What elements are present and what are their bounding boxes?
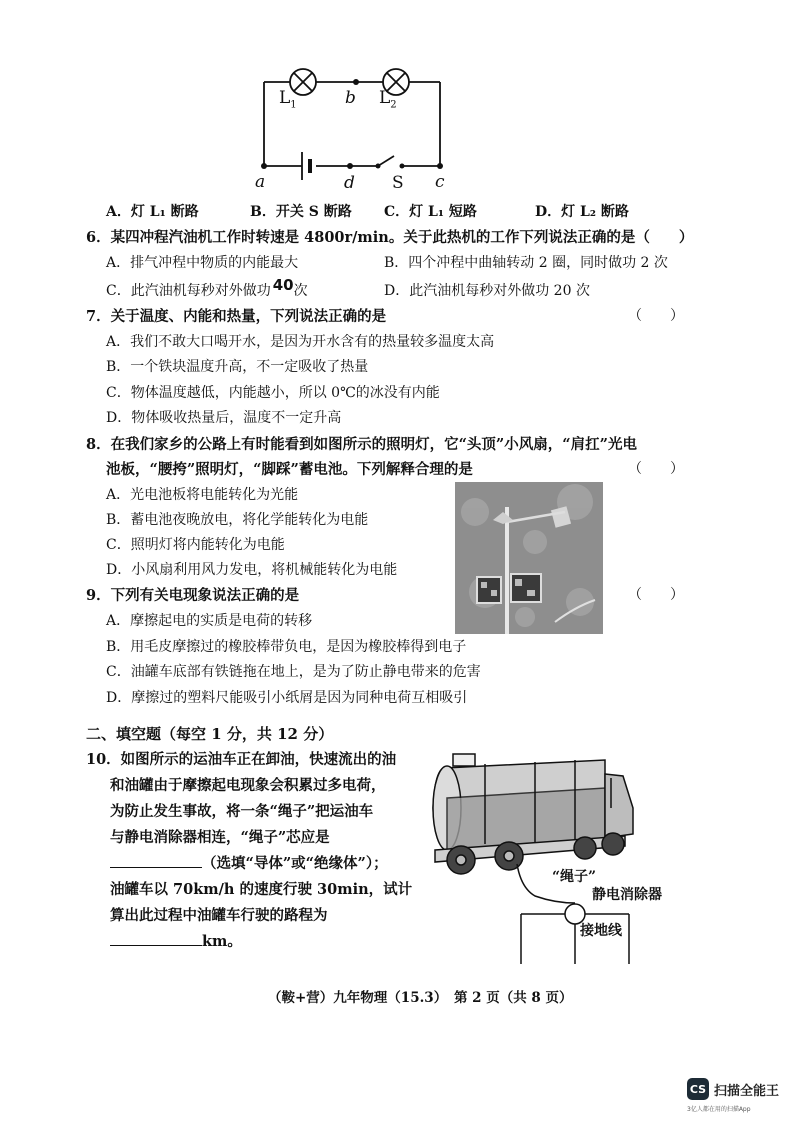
camscanner-logo: CS [687, 1078, 709, 1100]
q10-blank-1[interactable] [110, 867, 202, 868]
q8-option-b: B．蓄电池夜晚放电，将化学能转化为电能 [106, 512, 369, 528]
q5-option-d: D．灯 L₂ 断路 [535, 204, 629, 220]
q6-stem: 6．某四冲程汽油机工作时转速是 4800r/min。关于此热机的工作下列说法正确的是（ ） [86, 229, 694, 246]
q6-option-c: C．此汽油机每秒对外做功 40次 [106, 276, 308, 299]
section-heading-fill-blank: 二、填空题（每空 1 分，共 12 分） [86, 725, 334, 743]
scanner-watermark [687, 1078, 779, 1100]
handwritten-40: 40 [272, 276, 294, 294]
q8-option-c: C．照明灯将内能转化为电能 [106, 537, 285, 553]
q8-stem-line2: 池板，“腰挎”照明灯，“脚踩”蓄电池。下列解释合理的是 [106, 461, 473, 478]
label-rope: “绳子” [552, 869, 597, 885]
street-light-photo [455, 482, 603, 634]
q6-option-b: B．四个冲程中曲轴转动 2 圈，同时做功 2 次 [384, 255, 668, 271]
q10-line7: 算出此过程中油罐车行驶的路程为 [110, 907, 328, 924]
label-L1: $L_1$ [279, 88, 297, 111]
q8-option-d: D．小风扇利用风力发电，将机械能转化为电能 [106, 562, 398, 578]
q9-option-b: B．用毛皮摩擦过的橡胶棒带负电，是因为橡胶棒得到电子 [106, 639, 467, 655]
q10-line2: 和油罐由于摩擦起电现象会积累过多电荷， [110, 777, 386, 794]
label-ground-wire: 接地线 [580, 923, 622, 939]
q8-answer-paren: （ ） [628, 461, 684, 477]
q10-line1: 10．如图所示的运油车正在卸油，快速流出的油 [86, 751, 397, 768]
q10-blank-2[interactable] [110, 945, 202, 946]
scanner-name: 扫描全能王 [714, 1083, 780, 1099]
q9-option-a: A．摩擦起电的实质是电荷的转移 [106, 613, 313, 629]
label-b: b [345, 88, 356, 108]
label-a: a [255, 172, 266, 192]
q10-line4: 与静电消除器相连，“绳子”芯应是 [110, 829, 330, 846]
q10-text [86, 747, 426, 955]
q7-option-a: A．我们不敢大口喝开水，是因为开水含有的热量较多温度太高 [106, 334, 495, 350]
q9-answer-paren: （ ） [628, 587, 684, 603]
label-d: d [344, 173, 355, 193]
q10-line8: km。 [86, 929, 426, 955]
q7-option-b: B．一个铁块温度升高，不一定吸收了热量 [106, 359, 369, 375]
label-c: c [435, 172, 445, 192]
q8-option-a: A．光电池板将电能转化为光能 [106, 487, 299, 503]
q7-option-d: D．物体吸收热量后，温度不一定升高 [106, 410, 342, 426]
label-S: S [392, 173, 404, 193]
q5-option-a: A．灯 L₁ 断路 [106, 204, 199, 220]
q9-stem: 9．下列有关电现象说法正确的是 [86, 587, 300, 604]
scanner-tagline: 3亿人都在用的扫描App [687, 1106, 751, 1113]
q6-option-a: A．排气冲程中物质的内能最大 [106, 255, 299, 271]
q6-option-d: D．此汽油机每秒对外做功 20 次 [384, 283, 590, 299]
q9-option-c: C．油罐车底部有铁链拖在地上，是为了防止静电带来的危害 [106, 664, 481, 680]
q7-stem: 7．关于温度、内能和热量，下列说法正确的是 [86, 308, 387, 325]
q10-line3: 为防止发生事故，将一条“绳子”把运油车 [110, 803, 374, 820]
q10-line5: （选填“导体”或“绝缘体”）； [86, 851, 426, 877]
q9-option-d: D．摩擦过的塑料尺能吸引小纸屑是因为同种电荷互相吸引 [106, 690, 468, 706]
q8-stem-line1: 8．在我们家乡的公路上有时能看到如图所示的照明灯，它“头顶”小风扇，“肩扛”光电 [86, 436, 637, 453]
q5-option-b: B．开关 S 断路 [250, 204, 352, 220]
circuit-diagram [250, 60, 460, 195]
page-footer: （鞍+营）九年物理（15.3） 第 2 页（共 8 页） [268, 990, 573, 1006]
label-static-eliminator: 静电消除器 [592, 887, 662, 903]
q10-line6: 油罐车以 70km/h 的速度行驶 30min，试计 [110, 881, 413, 898]
label-L2: $L_2$ [379, 88, 397, 111]
q7-option-c: C．物体温度越低，内能越小，所以 0℃的冰没有内能 [106, 385, 440, 401]
q5-option-c: C．灯 L₁ 短路 [384, 204, 477, 220]
q7-answer-paren: （ ） [628, 308, 684, 324]
